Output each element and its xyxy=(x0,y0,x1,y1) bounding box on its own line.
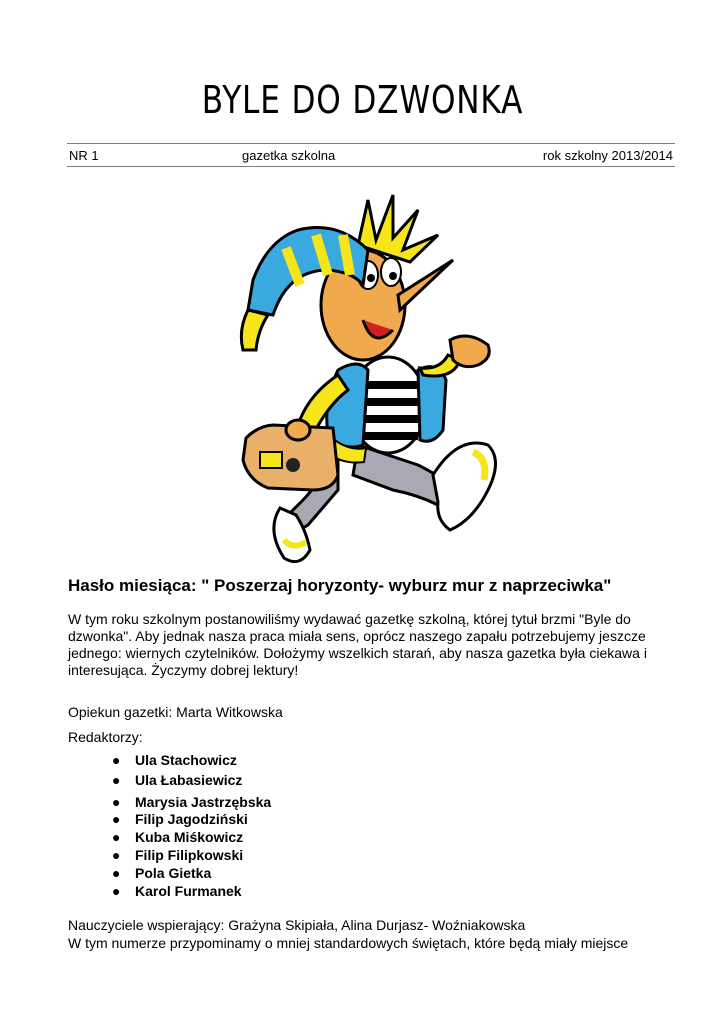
issue-number: NR 1 xyxy=(69,148,99,163)
header-rule-bottom xyxy=(67,166,675,167)
closing-line: W tym numerze przypominamy o mniej standardowych świętach, które będą miały miejsce xyxy=(68,935,629,951)
pinocchio-schoolboy-illustration xyxy=(188,190,518,570)
editors-label: Redaktorzy: xyxy=(68,729,143,745)
teachers-line: Nauczyciele wspierający: Grażyna Skipiała, Alina Durjasz- Woźniakowska xyxy=(68,917,526,933)
publication-type: gazetka szkolna xyxy=(242,148,336,163)
issue-info-bar xyxy=(67,148,675,164)
header-rule-top xyxy=(67,143,675,144)
newspaper-title: BYLE DO DZWONKA xyxy=(201,78,524,122)
guardian-line: Opiekun gazetki: Marta Witkowska xyxy=(68,704,283,720)
intro-paragraph: W tym roku szkolnym postanowiliśmy wydawać gazetkę szkolną, której tytuł brzmi "Byle do dzwonka". Aby jednak nasza praca miała sens, oprócz naszego zapału potrzebujemy jeszcze jednego: wiernych czytelników. Dołożymy wszelkich starań, aby nasza gazetka była ciekawa i interesująca. Życzymy dobrej lektury! xyxy=(68,611,647,678)
school-year: rok szkolny 2013/2014 xyxy=(542,148,673,163)
motto-heading: Hasło miesiąca: " Poszerzaj horyzonty- wyburz mur z naprzeciwka" xyxy=(68,576,612,595)
